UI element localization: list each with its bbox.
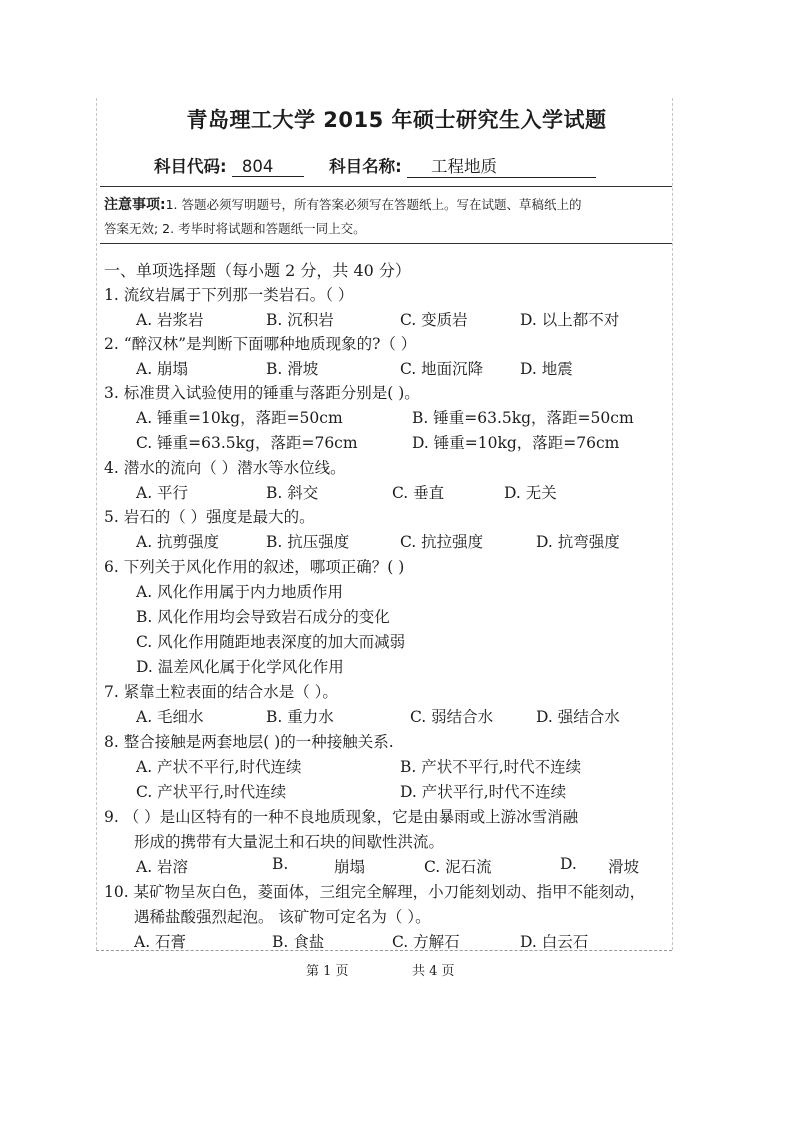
- question-6-option-b: [136, 605, 390, 627]
- exam-title: 青岛理工大学 2015 年硕士研究生入学试题: [186, 108, 607, 132]
- subject-code-value: 804: [232, 157, 304, 177]
- option-b: B. 抗压强度: [266, 533, 350, 551]
- option-c: C. 弱结合水: [410, 708, 494, 726]
- option-b: B. 锤重=63.5kg，落距=50cm: [412, 409, 634, 427]
- page-number: 第 1 页: [306, 964, 349, 979]
- frame-left-border: [96, 98, 97, 950]
- option-b-text: 崩塌: [334, 858, 366, 876]
- option-b: B. 产状不平行,时代不连续: [400, 758, 582, 776]
- question-stem-continued: 遇稀盐酸强烈起泡。 该矿物可定名为（ ）。: [134, 908, 431, 926]
- option-b: B. 斜交: [266, 484, 319, 502]
- page-total: 共 4 页: [412, 964, 455, 979]
- question-stem-continued: 形成的携带有大量泥土和石块的间歇性洪流。: [134, 833, 445, 851]
- question-6-option-c: [136, 630, 405, 652]
- option-b: B. 重力水: [266, 708, 334, 726]
- option-b: B. 风化作用均会导致岩石成分的变化: [136, 608, 390, 626]
- option-d: D. 白云石: [520, 933, 589, 951]
- option-a: A. 抗剪强度: [136, 533, 220, 551]
- option-c: C. 垂直: [392, 484, 445, 502]
- subject-code-label: 科目代码:: [154, 157, 227, 176]
- question-6-option-a: [136, 580, 343, 602]
- notice-block: [104, 193, 674, 241]
- option-c: C. 产状平行,时代连续: [136, 783, 287, 801]
- option-c: C. 锤重=63.5kg，落距=76cm: [136, 434, 358, 452]
- option-a: A. 锤重=10kg，落距=50cm: [136, 409, 343, 427]
- subject-name-label: 科目名称:: [329, 157, 402, 176]
- option-a: A. 平行: [136, 484, 189, 502]
- question-stem: 1. 流纹岩属于下列那一类岩石。（ ）: [104, 286, 354, 304]
- option-d: D. 地震: [520, 360, 573, 378]
- option-b: B. 沉积岩: [266, 311, 334, 329]
- option-a: A. 岩浆岩: [136, 311, 204, 329]
- question-stem: 4. 潜水的流向（ ）潜水等水位线。: [104, 459, 346, 477]
- option-d-letter: D.: [560, 855, 577, 873]
- option-b: B. 滑坡: [266, 360, 319, 378]
- question-9-continued: [134, 830, 444, 852]
- question-stem: 6. 下列关于风化作用的叙述，哪项正确？( ): [104, 558, 405, 576]
- option-c: C. 泥石流: [424, 858, 492, 876]
- option-c: C. 变质岩: [400, 311, 468, 329]
- option-d: D. 抗弯强度: [536, 533, 620, 551]
- option-c: C. 抗拉强度: [400, 533, 484, 551]
- option-a: A. 崩塌: [136, 360, 189, 378]
- option-d: D. 以上都不对: [520, 311, 620, 329]
- question-stem: 5. 岩石的（ ）强度是最大的。: [104, 508, 315, 526]
- question-stem: 7. 紧靠土粒表面的结合水是（ ）。: [104, 683, 338, 701]
- section-title: 一、单项选择题（每小题 2 分，共 40 分）: [104, 261, 411, 280]
- notice-text-2: 答案无效; 2. 考毕时将试题和答题纸一同上交。: [104, 221, 366, 236]
- option-a: A. 风化作用属于内力地质作用: [136, 583, 344, 601]
- notice-label: 注意事项:: [104, 197, 166, 213]
- option-a: A. 石膏: [134, 933, 187, 951]
- option-d: D. 强结合水: [536, 708, 620, 726]
- notice-text-1: 1. 答题必须写明题号，所有答案必须写在答题纸上。写在试题、草稿纸上的: [165, 197, 582, 212]
- question-stem: 2. “醉汉林”是判断下面哪种地质现象的?（ ）: [104, 335, 417, 353]
- question-10-continued: [134, 905, 431, 927]
- option-b: B. 食盐: [272, 933, 325, 951]
- option-c: C. 风化作用随距地表深度的加大而减弱: [136, 633, 406, 651]
- notice-line-1: [104, 193, 674, 217]
- option-d-text: 滑坡: [608, 858, 640, 876]
- option-d: D. 温差风化属于化学风化作用: [136, 658, 344, 676]
- option-c: C. 方解石: [392, 933, 460, 951]
- option-b-letter: B.: [272, 855, 289, 873]
- option-d: D. 产状平行,时代不连续: [400, 783, 567, 801]
- notice-bottom-rule: [100, 243, 672, 244]
- question-stem: 3. 标准贯入试验使用的锤重与落距分别是( )。: [104, 384, 420, 402]
- option-a: A. 产状不平行,时代连续: [136, 758, 302, 776]
- option-d: D. 锤重=10kg，落距=76cm: [412, 434, 620, 452]
- subject-info: [154, 153, 596, 178]
- question-6-option-d: [136, 655, 344, 677]
- notice-top-rule: [100, 186, 672, 187]
- option-d: D. 无关: [504, 484, 557, 502]
- option-a: A. 岩溶: [136, 858, 189, 876]
- question-stem: 8. 整合接触是两套地层( )的一种接触关系.: [104, 733, 394, 751]
- question-stem: 9. （ ）是山区特有的一种不良地质现象，它是由暴雨或上游冰雪消融: [104, 808, 579, 826]
- option-a: A. 毛细水: [136, 708, 204, 726]
- option-c: C. 地面沉降: [400, 360, 484, 378]
- subject-name-value: 工程地质: [407, 153, 596, 178]
- question-stem: 10. 某矿物呈灰白色，菱面体，三组完全解理，小刀能刻划动、指甲不能刻动，: [104, 883, 646, 901]
